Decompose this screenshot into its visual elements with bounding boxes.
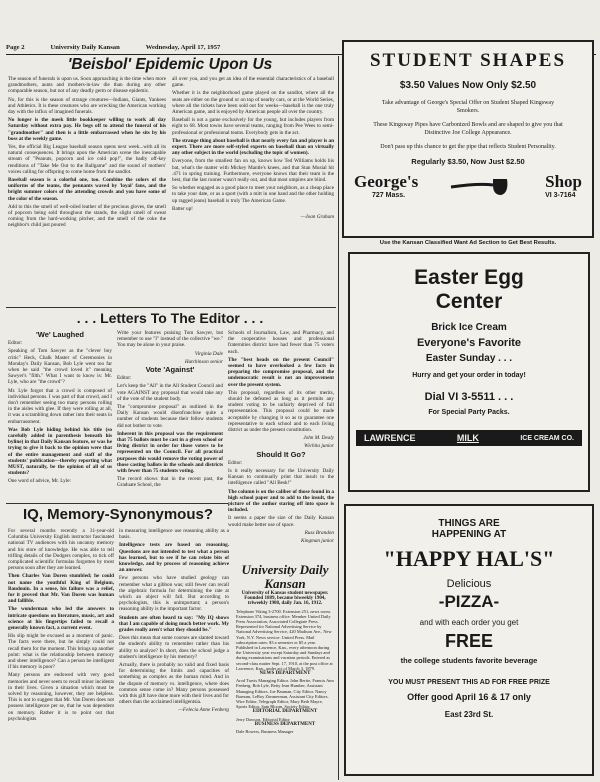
editorial-column-1 bbox=[8, 76, 166, 304]
paragraph: Editor: bbox=[8, 340, 23, 347]
column-rule bbox=[338, 56, 339, 780]
band-mid: MILK bbox=[456, 433, 479, 443]
ad-store-name: "HAPPY HAL'S" bbox=[383, 546, 555, 571]
letter-title: 'We' Laughed bbox=[35, 330, 84, 339]
iq-headline: IQ, Memory-Synonymous? bbox=[22, 506, 214, 523]
store-name: George's bbox=[354, 172, 419, 191]
ad-day: Easter Sunday . . . bbox=[425, 353, 513, 364]
paragraph: Inherent in this proposal was the requirement that 75 ballots must be cast in a given school or living district in order for those voters to be represented on the Council. For all practical purposes this would remove the voting power of those casting ballots in the schools and districts with fewer than 75 students voting. bbox=[117, 430, 223, 475]
letters-column-3 bbox=[228, 330, 334, 562]
ad-store-row bbox=[354, 172, 582, 199]
paper-name: University Daily Kansan bbox=[50, 44, 120, 51]
paragraph: Intelligence tests are based on reasoning. Questions are not intended to test what a person has learned, but to see if he can relate bits of knowledge, and by process of reasoning achieve an answer. bbox=[119, 542, 229, 574]
paragraph: Batter up! bbox=[172, 205, 193, 212]
ad-top-line-2: HAPPENING AT bbox=[431, 529, 507, 540]
store-phone: VI 3-7164 bbox=[545, 192, 576, 199]
paragraph: Schools of Journalism, Law, and Pharmacy, and the cooperative houses and professional fraternities district have had fewer than 75 voters each. bbox=[228, 330, 334, 355]
letters-column-2 bbox=[117, 330, 223, 500]
article-signature: —Felecia Anne Fenberg bbox=[178, 707, 229, 714]
ad-top-line-1: THINGS ARE bbox=[438, 518, 500, 529]
ad-line: Take advantage of George's Special Offer on Student Shaped Kingsway Smokers. bbox=[381, 100, 555, 114]
ad-favorite: Everyone's Favorite bbox=[416, 337, 522, 349]
paragraph: Everyone, from the smallest fan on up, knows how Ted Williams holds his bat, what's the matter with Mickey Mantle's knees, and that Stan Musial hit .471 in spring training. Furthermore, everyone knows that their team is the best, that the last runner wasn't really out, and that most umpires are blind. bbox=[172, 158, 334, 184]
paragraph: Whether it is the neighborhood game played on the sandlot, where all the seats are either on the ground or on top of nearby cars, or at the World Series, where all the tickets have been sold out for weeks—baseball is the one truly American game, and is enjoyed by American people all over the country. bbox=[172, 90, 334, 116]
paragraph: The column is on the caliber of those found in a high school paper and to add to the insult, the picture of the author staring off into space is included. bbox=[228, 488, 334, 514]
paragraph: No longer is the meek little bookkeeper willing to work all day Saturday without extra pay. He begs off to attend the funeral of his "grandmother" and then is a little embarrassed when he sits by his boss at the weekly game. bbox=[8, 117, 166, 142]
paragraph: It seems a paper the size of the Daily Kansan would make better use of space. bbox=[228, 515, 334, 528]
paragraph: For several months recently a 31-year-old Columbia University English instructor fascinated national TV audiences with his uncanny memory and his store of knowledge. He was able to tell trifling details of the Dodgers complex, to tick off complicated scientific formulas forgotten by most persons soon after they are learned. bbox=[8, 528, 114, 572]
ad-title-line-1: Easter Egg bbox=[414, 266, 524, 289]
section-divider bbox=[6, 307, 336, 308]
kansan-staff-box bbox=[236, 563, 334, 781]
paragraph: Mr. Lyle forgot that a crowd is composed of individual persons. I was part of that crowd, and I don't remember seeing too many persons rolling in the aisles with glee. If they were rolling at all, it was a scrambling down rather into their seats in embarrassment. bbox=[8, 387, 112, 425]
iq-column-2 bbox=[119, 528, 229, 780]
ad-line: These Kingsway Pipes have Carbonized Bowls and are shaped to give you that Distinctive Joe College Appearance. bbox=[373, 122, 563, 136]
kansan-body: Telephone Viking 3-2700. Extension 251, news room. Extension 374, business office. Member United Daily Press Association, Associated Collegiate Press. Represented for National Advertising Service by National Advertising Service, 420 Madison Ave., New York, N.Y. News service: United Press. Mail subscription rates: $3 a semester or $5 a year. Published in Lawrence, Kan., every afternoon during the University year except Saturday and Sundays and during examinations and vacation periods. Entered as second-class matter Sept. 17, 1910, at the post office at Lawrence, Kan., under act of March 3, 1879. bbox=[236, 608, 333, 671]
student-shapes-ad bbox=[342, 40, 594, 238]
letters-column-1 bbox=[8, 330, 112, 500]
ad-regular: Regularly $3.50, Now Just $2.50 bbox=[411, 157, 525, 166]
paragraph: The "compromise proposal" as outlined in the Daily Kansan would disenfranchise quite a number of students because their fellow students did not bother to vote. bbox=[117, 404, 223, 429]
editorial-column-2 bbox=[172, 76, 334, 304]
letter-signature: Wichita junior bbox=[304, 443, 334, 450]
band-right: ICE CREAM CO. bbox=[520, 434, 574, 442]
ad-hurry: Hurry and get your order in today! bbox=[412, 372, 526, 379]
ad-address: East 23rd St. bbox=[444, 710, 494, 719]
editorial-headline: 'Beisbol' Epidemic Upon Us bbox=[67, 56, 273, 73]
paragraph: in measuring intelligence use reasoning ability as a basis. bbox=[119, 528, 229, 541]
paragraph: This proposal, regardless of its other merits, should be defeated as long as it permits any student voting to be unfairly deprived of full representation. This proposal could be made acceptable by changing it so as to guarantee one representative to each school and to each living district as under the present constitution. bbox=[228, 389, 334, 434]
paragraph: No, for this is the season of strange creatures—Indians, Giants, Yankees and Athletics. It is these creatures who are wrecking the American working day with the influx of imagined funerals. bbox=[8, 96, 166, 116]
paragraph: Baseball season is a colorful one, too. Combine the colors of the uniforms of the teams, the pennants waved by 'loyal' fans, and the bright summer colors of the attending crowds and you have some of the color of the season. bbox=[8, 177, 166, 202]
dairy-logo-band bbox=[356, 430, 582, 446]
shop-word: Shop bbox=[545, 172, 582, 191]
store-address: 727 Mass. bbox=[372, 192, 406, 199]
ad-prize: the college students favorite beverage bbox=[400, 656, 538, 665]
paragraph: The wonderman who led the answers to intricate questions on literature, music, art and science at his fingertips failed to recall a generally known fact, a current event. bbox=[8, 606, 114, 632]
paragraph: Then Charles Van Doren stumbled; he could not name the youthful King of Belgium, Baudouin. In a sense, his failure was a relief, for it proved that Mr. Van Doren was human and fallible. bbox=[8, 573, 114, 605]
band-left: LAWRENCE bbox=[364, 433, 416, 443]
dept-heading: EDITORIAL DEPARTMENT bbox=[252, 709, 318, 715]
paragraph: Baseball is not a game exclusively for the young, but includes players from eight to 68. Most towns have several teams, ranging from Pee Wees to semi-professional or professional teams. Everybody gets in the act. bbox=[172, 117, 334, 136]
ad-line: Don't pass up this chance to get the pipe that reflects Student Personality. bbox=[380, 144, 556, 150]
staff-list: Dale Bowers, Business Manager bbox=[236, 729, 294, 735]
page-number: Page 2 bbox=[6, 44, 25, 51]
classified-line: Use the Kansan Classified Want Ad Section to Get Best Results. bbox=[379, 240, 557, 246]
section-divider bbox=[6, 503, 228, 504]
paragraph: Does this mean that some courses are slanted toward the student's ability to remember rather than his ability to analyze? In short, does the school judge a student's intelligence by his memory? bbox=[119, 635, 229, 660]
ad-title: STUDENT SHAPES bbox=[369, 50, 567, 71]
paragraph: Editor: bbox=[117, 375, 132, 382]
letter-signature: Hutchinson senior bbox=[184, 358, 223, 365]
pipe-icon bbox=[449, 175, 515, 197]
paragraph: The strange thing about baseball is that nearly every fan and player is an expert. There are more self-styled experts on baseball than on virtually any other subject in the world (excluding the topic of women). bbox=[172, 137, 334, 157]
paragraph: Speaking of Tom Sawyer as the "clever boy critic" Heck, Chalk Master of Ceremonies in Monday's Daily Kansan, Bob Lyle went too far when he said "the crowd loved it" meaning Sawyer's "filth." What I want to know is: Mr. Lyle, who are "the crowd"? bbox=[8, 348, 112, 386]
dept-heading: NEWS DEPARTMENT bbox=[259, 671, 311, 677]
paragraph: One word of advice, Mr. Lyle: bbox=[8, 478, 71, 485]
paragraph: Few persons who have studied geology can remember what a gibbon was; still fewer can recall the algebraic formula for determining the rate at which an object will fall. But according to psychologists, this is unimportant; a person's reasoning ability is the important factor. bbox=[119, 575, 229, 613]
paragraph: His slip might be excused as a moment of panic. The facts were there, but he simply could not recall them for the moment. This brings up another point: what is the relationship between memory and sheer intelligence? Can a person be intelligent if his memory is poor? bbox=[8, 633, 114, 671]
ad-with: and with each order you get bbox=[419, 618, 519, 627]
easter-egg-ad bbox=[348, 252, 590, 492]
paragraph: Add to this the smell of well-oiled leather of the precious gloves, the smell of popcorn being sold throughout the stands, the slight smell of sweat coming from the hard-working pitcher, and the smell of the coke the neighbor's child just poured bbox=[8, 203, 166, 229]
letter-title: Vote 'Against' bbox=[145, 365, 195, 375]
ad-product: Brick Ice Cream bbox=[431, 322, 507, 333]
editorial-signature: —Joan Graham bbox=[300, 214, 334, 221]
letter-signature: Virginia Dale bbox=[194, 350, 223, 357]
staff-list: Arod Travis Managing Editor. John Bertie, Francis Ann Fenberg, Bob Lyle, Betty Jean Humber, Assistant Managing Editors. Joe Bauman, City Editor. Nancy Barnum, LeRoy Zimmerman, Assistant City Editors. Wire Editor, Telegraph Editor, Mary Beth Mayre, Sports Editor, Sam Bloom, Society Editor. bbox=[236, 678, 334, 710]
staff-list: Jerry Dawson, Editorial Editor bbox=[236, 716, 290, 722]
letter-signature: Russ Brandon bbox=[304, 529, 334, 536]
paragraph: The record shows that in the recent past, the Graduate School, the bbox=[117, 476, 223, 489]
ad-offer: $3.50 Values Now Only $2.50 bbox=[399, 80, 537, 91]
ad-title-line-2: Center bbox=[435, 290, 503, 313]
paragraph: Was Bob Lyle hiding behind his title (so carefully added in parenthesis beneath his byline) in that Daily Kansan feature, or was he trying to give it back to the opinion were that of the entire management and staff of the students' publication—thereby reporting what MUST, naturally, be the opinion of all of us students? bbox=[8, 426, 112, 477]
kansan-nameplate: University Daily Kansan bbox=[241, 563, 329, 591]
paragraph: Is it really necessary for the University Daily Kansan to continually print that insult to the intelligence called "All Besk!" bbox=[228, 468, 334, 487]
ad-delicious: Delicious bbox=[446, 578, 492, 590]
happy-hals-ad bbox=[344, 504, 594, 776]
dept-heading: BUSINESS DEPARTMENT bbox=[254, 721, 316, 727]
paragraph: The season of funerals is upon us. Soon approaching is the time when more grandmothers, aunts and mothers-in-law die than during any other comparable season, but not of any deadly germ or disease epidemic. bbox=[8, 76, 166, 95]
letters-headline: . . . Letters To The Editor . . . bbox=[76, 310, 264, 326]
letter-signature: John M. Dealy bbox=[303, 435, 334, 442]
iq-column-1 bbox=[8, 528, 114, 780]
paragraph: Let's keep the "All" in the All Student Council and vote AGAINST any proposal that would take any of the vote of the student body. bbox=[117, 383, 223, 402]
paragraph: Many persons are endowed with very good memories and never seem to recall minor incidents in their lives. Given a situation which must be solved by reasoning, however, they are helpless. This is not to suggest that Mr. Van Doren does not possess intelligence per se, that he was dependent on memory. Rather it is to point out that psychologists bbox=[8, 672, 114, 722]
paragraph: Students are often heard to say: "My IQ shows that I am capable of doing much better work. My grades really aren't what they should be." bbox=[119, 614, 229, 634]
letter-signature: Kingman junior bbox=[300, 538, 334, 545]
issue-date: Wednesday, April 17, 1957 bbox=[145, 44, 221, 51]
paragraph: Yes, the official Big League baseball season opens next week...with all its natural consequences. It brings upon the American scene the inescapable stream of "Peanuts, popcorn and ice cold pop!", the badly off-key renditions of "Take Me Out to the Ballgame" and the sound of mothers' voices calling for offspring to come home from the sandlot. bbox=[8, 144, 166, 175]
shop-block bbox=[545, 172, 582, 199]
ad-party: For Special Party Packs. bbox=[428, 409, 510, 416]
ad-pizza: -PIZZA- bbox=[438, 592, 500, 611]
ad-must: YOU MUST PRESENT THIS AD FOR FREE PRIZE bbox=[388, 679, 550, 686]
paragraph: all over you, and you get an idea of the essential characteristics of a baseball game. bbox=[172, 76, 334, 89]
paragraph: Write your features praising Tom Sawyer, but remember to use "I" instead of the collective "we." You may be alone in your praise. bbox=[117, 330, 223, 349]
paragraph: Actually, there is probably no valid and fixed basis for determining the limits and capacities of something as complex as the human mind. And in the dispute of memory vs. intelligence, where does common sense come in? Many persons possessed with this gift have done more with their lives and for others than the acclaimed intelligentsia. bbox=[119, 662, 229, 706]
kansan-founded: University of Kansas student newspaper. Founded 1889, became biweekly 1904, triweekly 1908, daily Jan. 16, 1912. bbox=[241, 591, 329, 607]
paragraph: The "best heads on the present Council" seemed to have overlooked a few facts in preparing the compromise proposal, and the undemocratic result is not an improvement over the present system. bbox=[228, 356, 334, 388]
ad-offer-dates: Offer good April 16 & 17 only bbox=[407, 692, 531, 702]
paragraph: Editor: bbox=[228, 459, 243, 466]
paragraph: So whether engaged as a good place to meet your neighbors, as a cheap place to take your date, or as a sport (with a mitt in one hand and the other holding up ragged jeans) baseball is truly The American Game. bbox=[172, 185, 334, 204]
ad-dial: Dial VI 3-5511 . . . bbox=[424, 391, 514, 403]
ad-free: FREE bbox=[444, 631, 493, 651]
store-block bbox=[354, 172, 418, 199]
letter-title: Should It Go? bbox=[256, 449, 306, 459]
